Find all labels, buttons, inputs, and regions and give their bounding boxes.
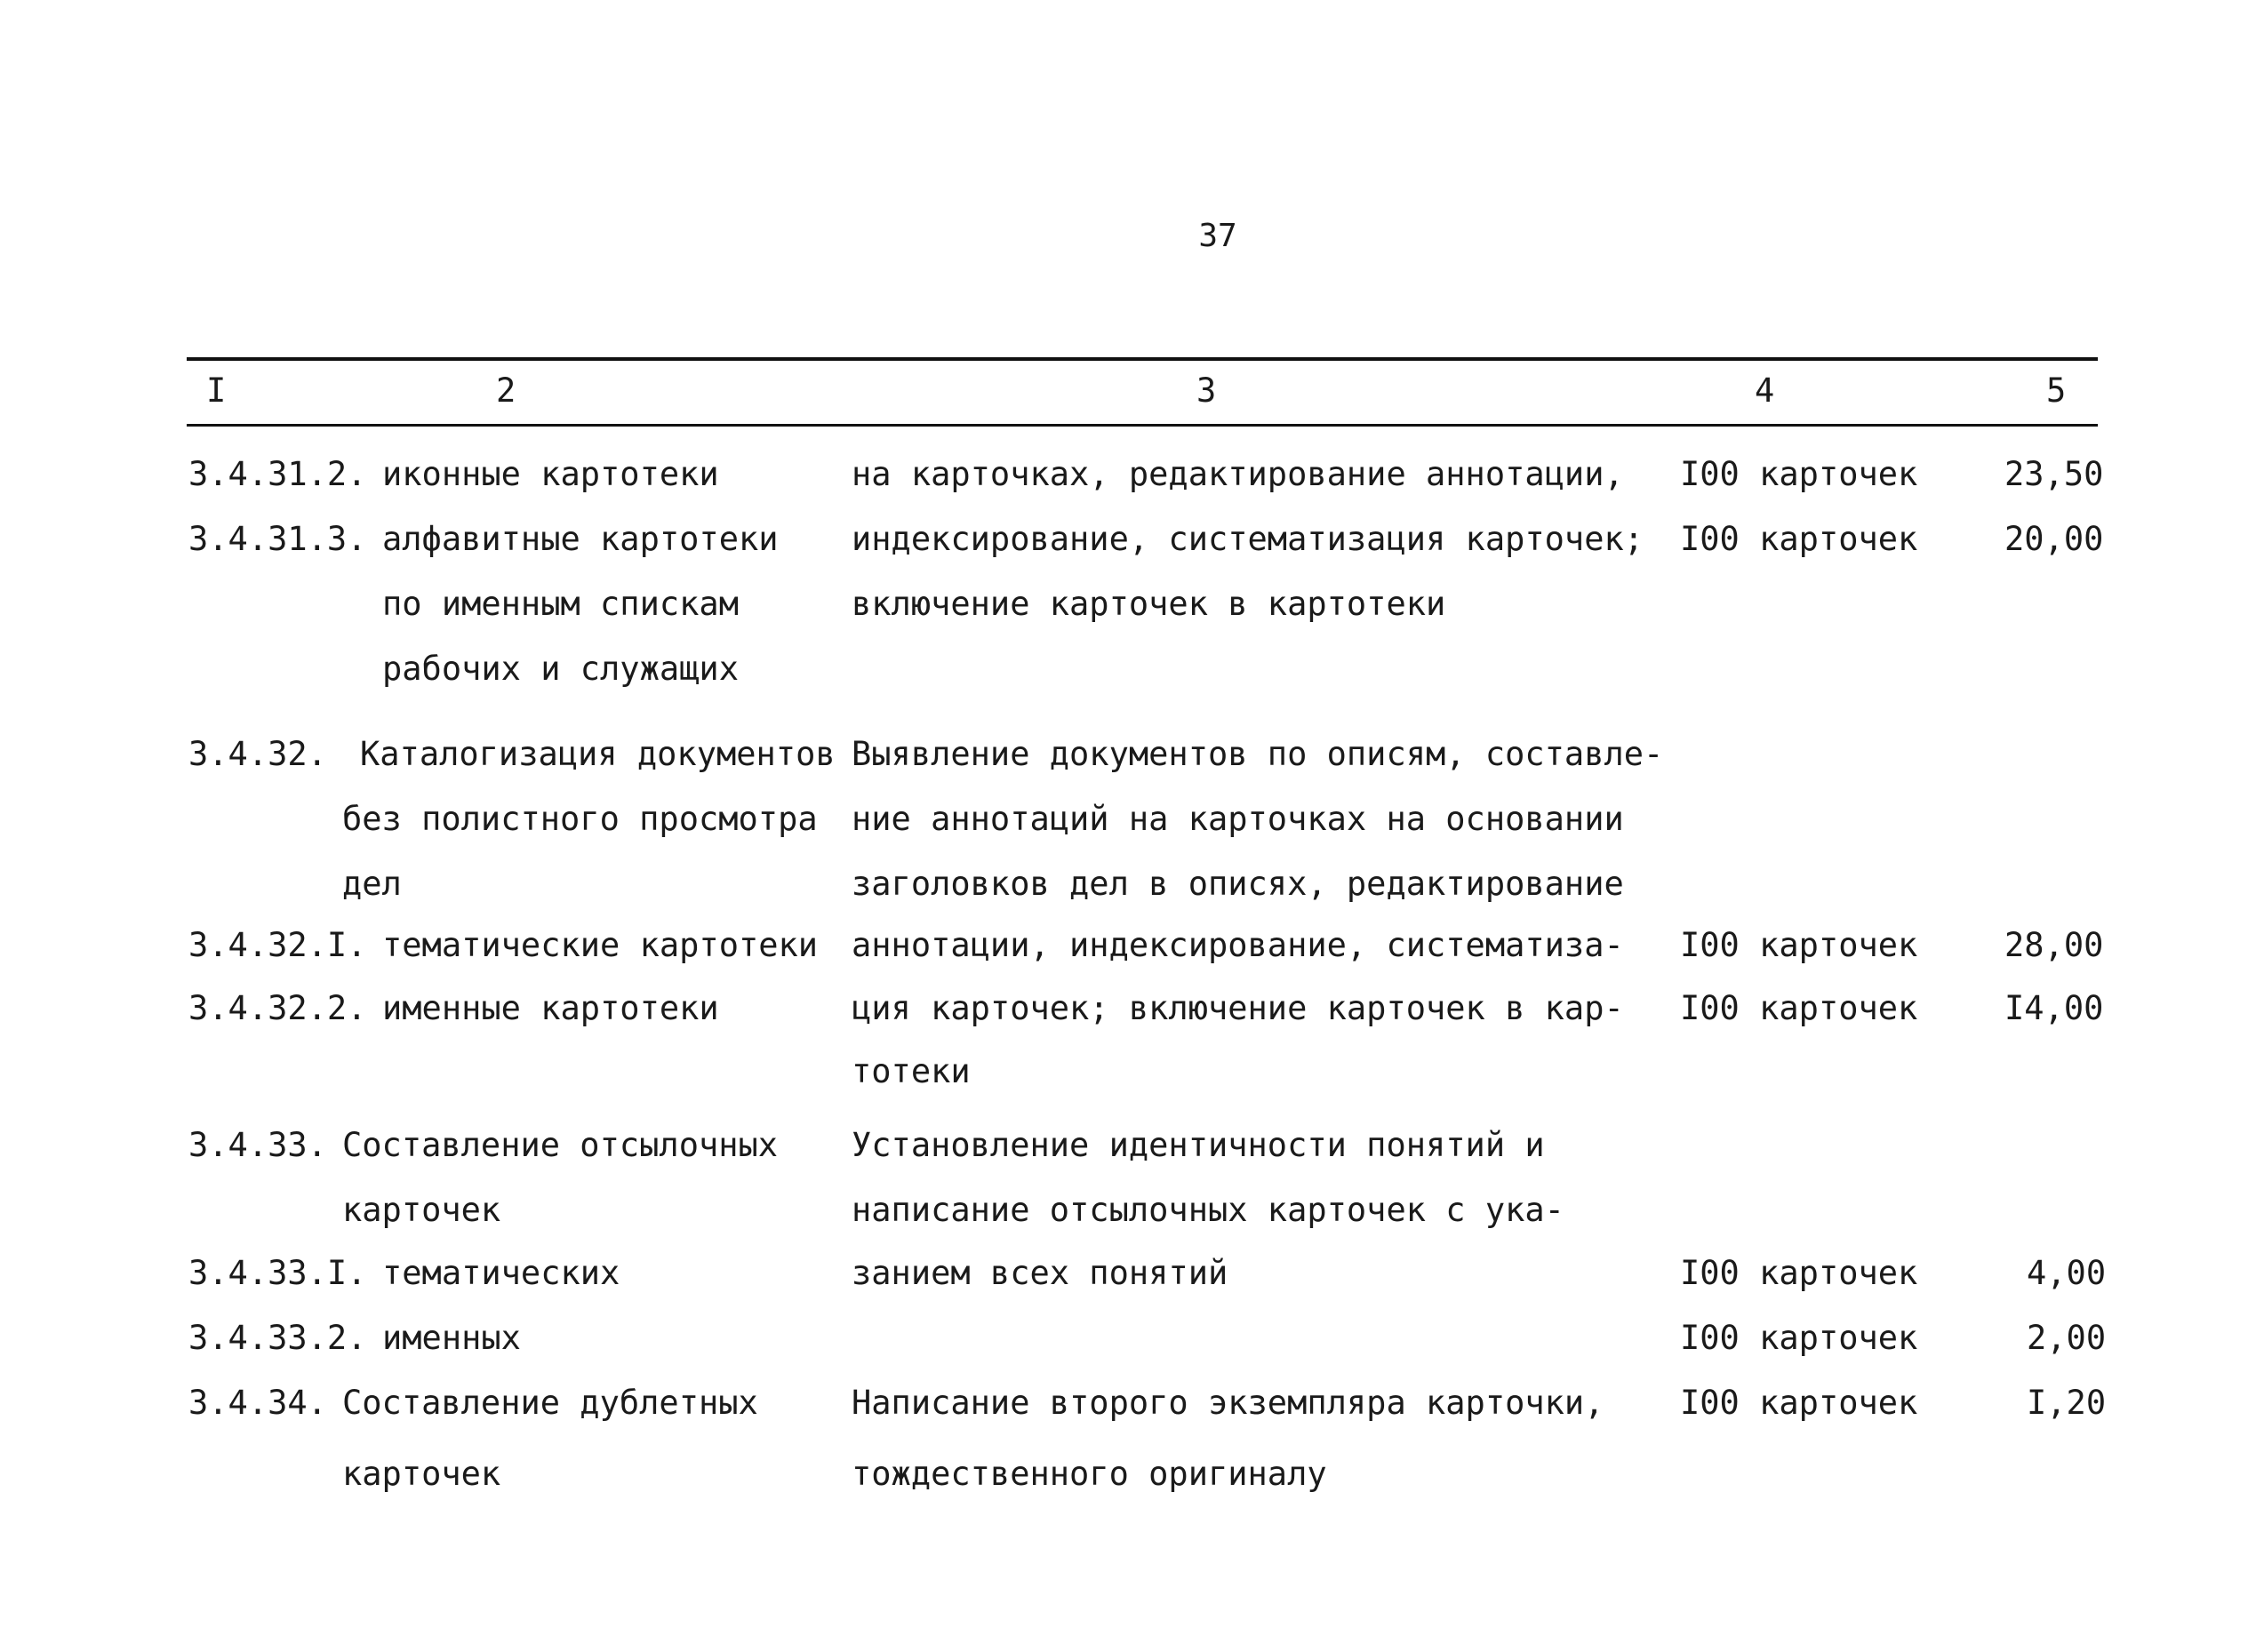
description-line: аннотации, индексирование, систематиза- <box>852 926 1624 964</box>
row-name: карточек <box>342 1455 501 1493</box>
table-top-rule <box>187 357 2098 361</box>
row-code: 3.4.33.2. <box>188 1319 367 1357</box>
row-name: Каталогизация документов <box>360 735 836 773</box>
row-code: 3.4.32. <box>188 735 327 773</box>
row-unit: I00 карточек <box>1680 1319 1918 1357</box>
row-unit: I00 карточек <box>1680 455 1918 493</box>
row-code: 3.4.31.2. <box>188 455 367 493</box>
column-header-4: 4 <box>1755 371 1775 410</box>
row-unit: I00 карточек <box>1680 926 1918 964</box>
description-line: Написание второго экземпляра карточки, <box>852 1384 1604 1422</box>
row-name: по именным спискам <box>382 585 739 623</box>
column-header-2: 2 <box>496 371 516 410</box>
description-line: написание отсылочных карточек с ука- <box>852 1191 1564 1229</box>
row-value: 2,00 <box>2027 1319 2107 1357</box>
description-line: тождественного оригиналу <box>852 1455 1327 1493</box>
page-number: 37 <box>1198 218 1237 254</box>
row-name: рабочих и служащих <box>382 650 739 688</box>
description-line: включение карточек в картотеки <box>852 585 1446 623</box>
table-header-rule <box>187 424 2098 427</box>
description-line: индексирование, систематизация карточек; <box>852 520 1644 558</box>
row-name: тематические картотеки <box>382 926 819 964</box>
row-unit: I00 карточек <box>1680 1384 1918 1422</box>
row-code: 3.4.31.3. <box>188 520 367 558</box>
column-header-1: I <box>206 371 227 410</box>
row-name: карточек <box>342 1191 501 1229</box>
row-code: 3.4.33. <box>188 1126 327 1164</box>
column-header-3: 3 <box>1196 371 1217 410</box>
row-name: без полистного просмотра <box>342 800 818 838</box>
row-name: алфавитные картотеки <box>382 520 779 558</box>
description-line: занием всех понятий <box>852 1254 1228 1292</box>
description-line: тотеки <box>852 1052 971 1090</box>
row-value: 20,00 <box>2004 520 2104 558</box>
description-line: ние аннотаций на карточках на основании <box>852 800 1624 838</box>
row-name: тематических <box>382 1254 620 1292</box>
row-code: 3.4.34. <box>188 1384 327 1422</box>
row-code: 3.4.33.I. <box>188 1254 367 1292</box>
row-code: 3.4.32.2. <box>188 989 367 1027</box>
row-name: Составление дублетных <box>342 1384 758 1422</box>
description-line: ция карточек; включение карточек в кар- <box>852 989 1624 1027</box>
row-name: именные картотеки <box>382 989 719 1027</box>
row-value: I,20 <box>2027 1384 2107 1422</box>
row-code: 3.4.32.I. <box>188 926 367 964</box>
column-header-5: 5 <box>2046 371 2067 410</box>
row-value: I4,00 <box>2004 989 2104 1027</box>
row-name: Составление отсылочных <box>342 1126 779 1164</box>
row-name: дел <box>342 865 402 903</box>
description-line: заголовков дел в описях, редактирование <box>852 865 1624 903</box>
row-unit: I00 карточек <box>1680 1254 1918 1292</box>
row-name: иконные картотеки <box>382 455 719 493</box>
description-line: Установление идентичности понятий и <box>852 1126 1545 1164</box>
row-value: 23,50 <box>2004 455 2104 493</box>
description-line: Выявление документов по описям, составле- <box>852 735 1664 773</box>
description-line: на карточках, редактирование аннотации, <box>852 455 1624 493</box>
row-unit: I00 карточек <box>1680 989 1918 1027</box>
row-value: 28,00 <box>2004 926 2104 964</box>
row-value: 4,00 <box>2027 1254 2107 1292</box>
row-unit: I00 карточек <box>1680 520 1918 558</box>
row-name: именных <box>382 1319 521 1357</box>
